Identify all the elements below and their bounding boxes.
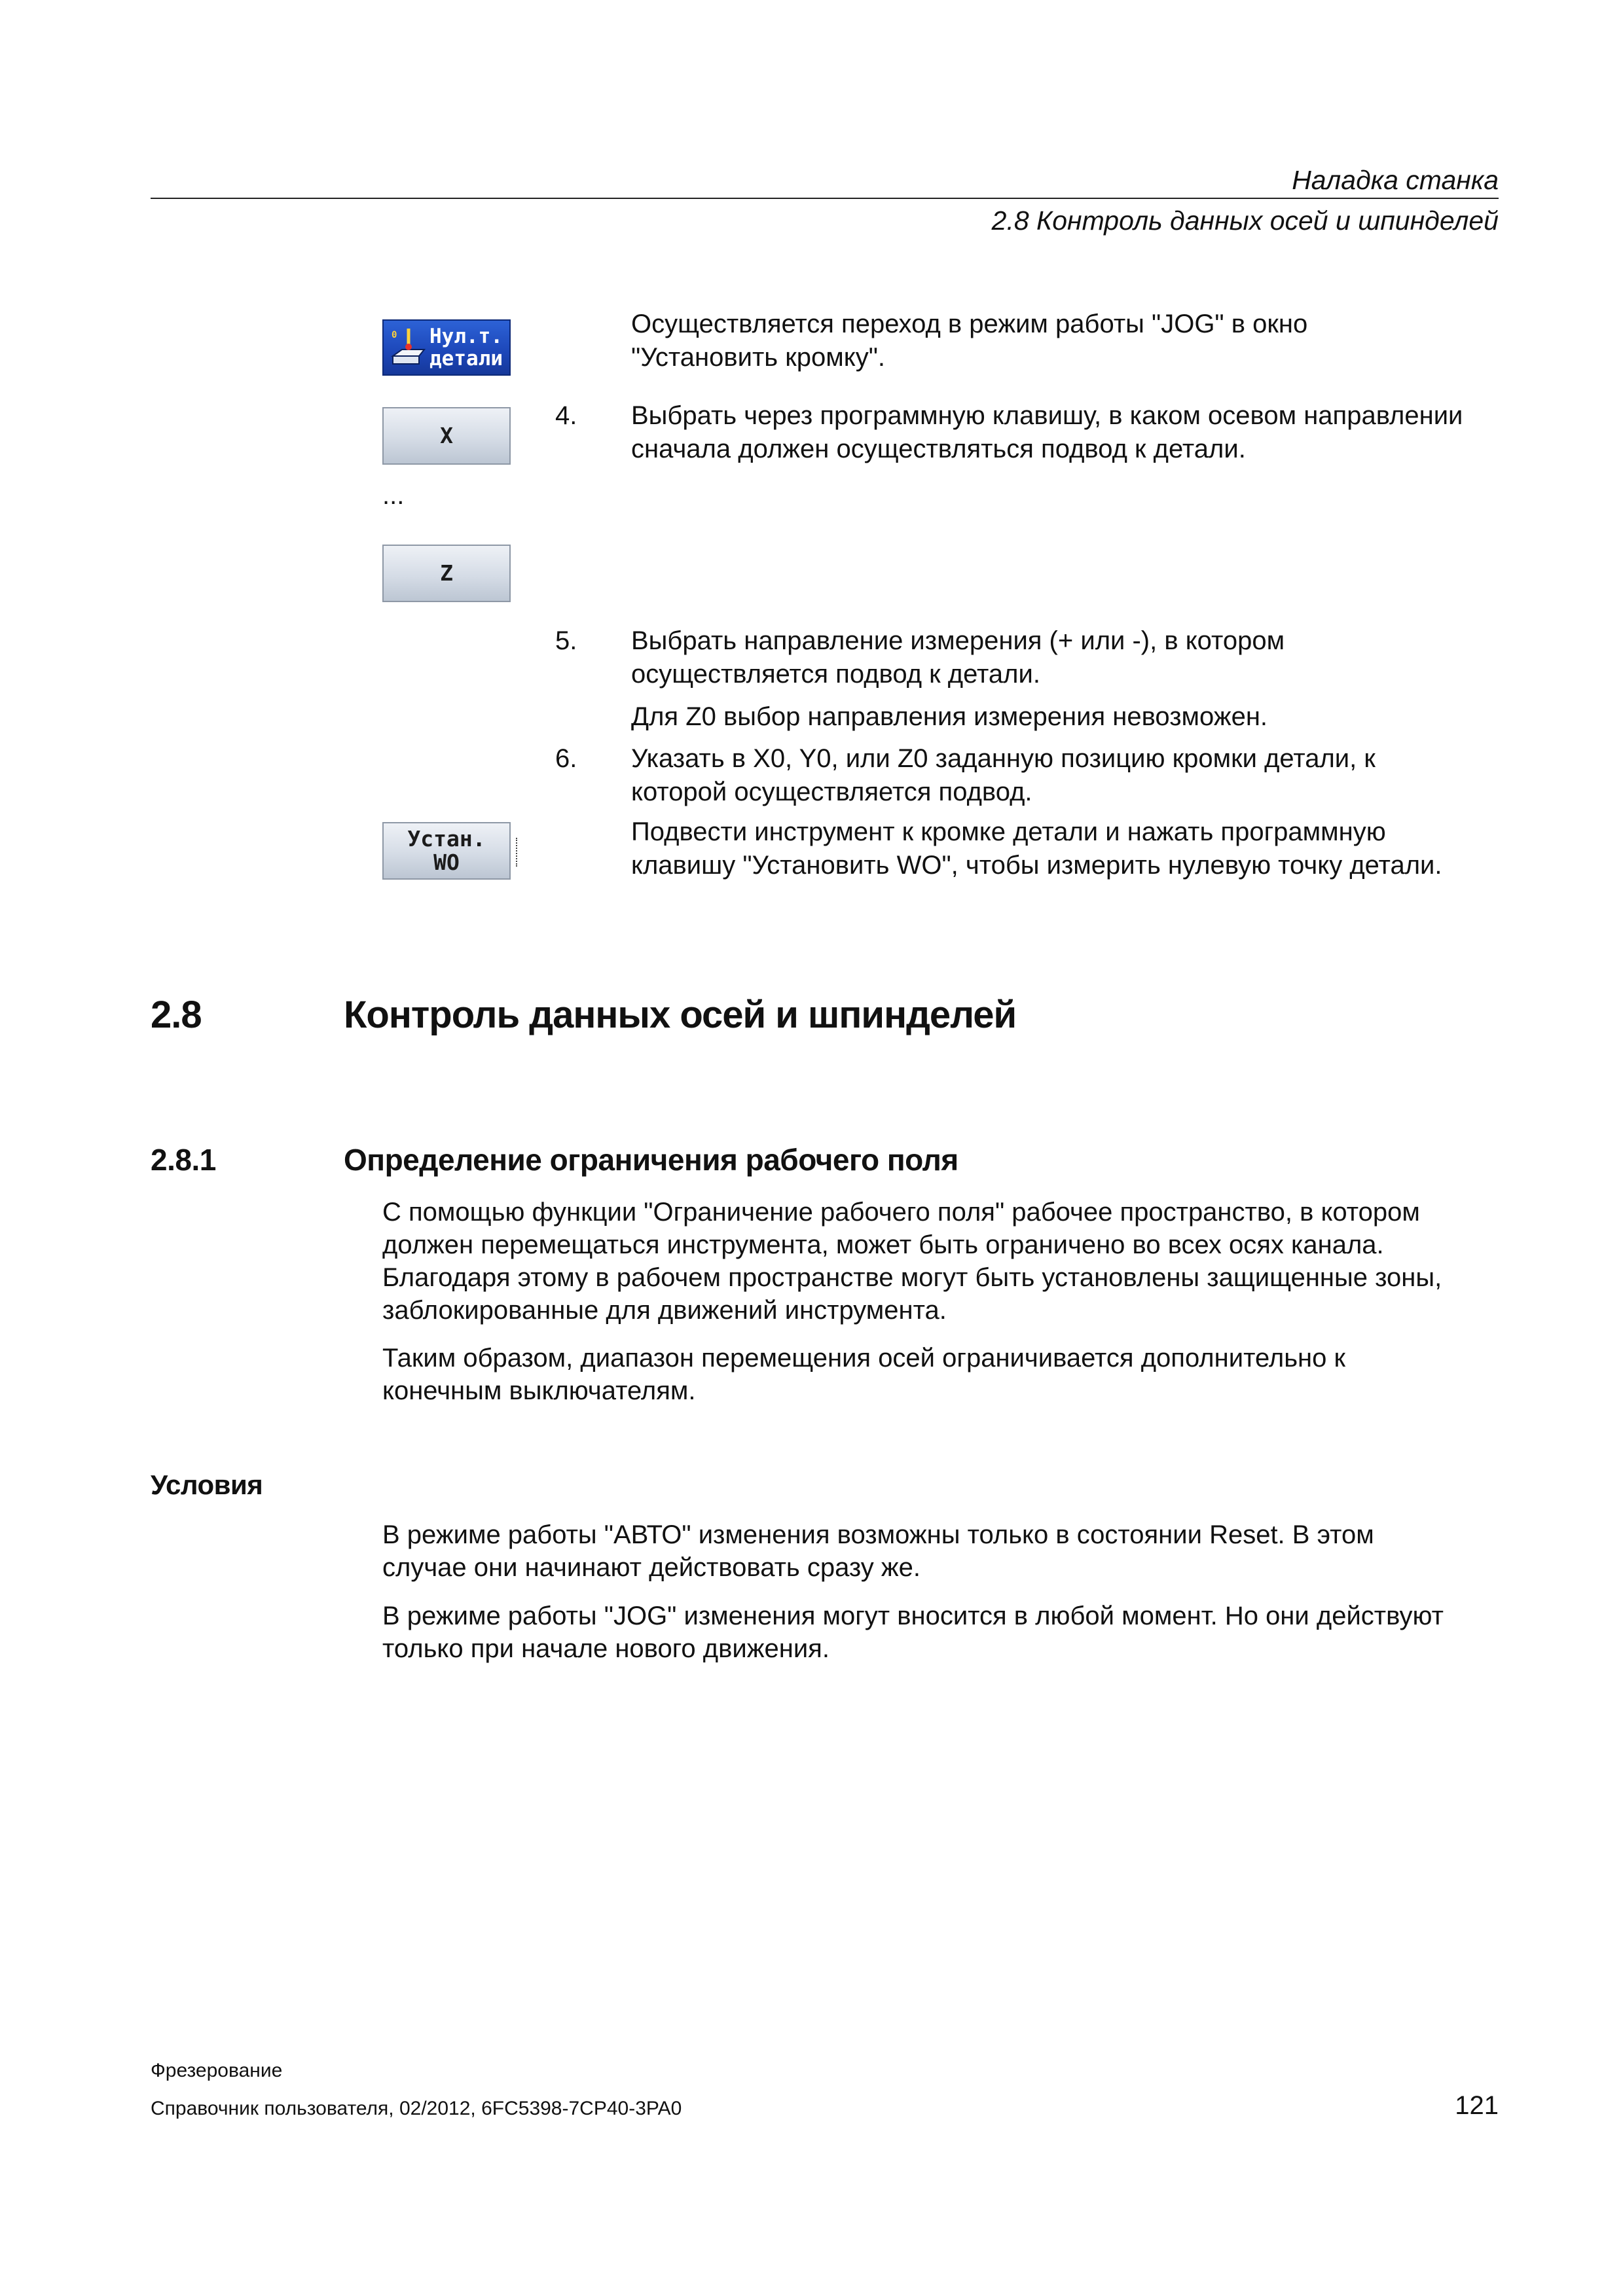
step-6-note: Подвести инструмент к кромке детали и нажать программную клавишу "Установить WO", чтобы измерить нулевую точку детали.: [631, 817, 1442, 880]
subsection-number: 2.8.1: [151, 1143, 216, 1177]
conditions-heading: Условия: [151, 1469, 263, 1500]
subsection-title: Определение ограничения рабочего поля: [344, 1143, 958, 1177]
step-5-text: Выбрать направление измерения (+ или -), в котором осуществляется подвод к детали.: [631, 626, 1285, 689]
page-number: 121: [1455, 2091, 1499, 2120]
footer-manual-info: Справочник пользователя, 02/2012, 6FC5398-7CP40-3PA0: [151, 2098, 682, 2119]
step-5-note: Для Z0 выбор направления измерения невозможен.: [631, 702, 1268, 731]
z-axis-softkey-label: Z: [440, 560, 453, 586]
step-6-number: 6.: [555, 744, 577, 773]
x-axis-softkey-label: X: [440, 423, 453, 448]
running-header-chapter: Наладка станка: [1292, 165, 1499, 195]
conditions-paragraph-1: В режиме работы "АВТО" изменения возможны только в состоянии Reset. В этом случае они начинают действовать сразу же.: [382, 1520, 1374, 1582]
body-paragraph-2: Таким образом, диапазон перемещения осей ограничивается дополнительно к конечным выключателям.: [382, 1344, 1345, 1405]
body-paragraph-1: С помощью функции "Ограничение рабочего поля" рабочее пространство, в котором должен перемещаться инструмента, может быть ограничено во всех осях канала. Благодаря этому в рабочем пространстве могут быть установлены защищенные зоны, заблокированные для движений инструмента.: [382, 1198, 1442, 1325]
step-4-text: Выбрать через программную клавишу, в каком осевом направлении сначала должен осуществляться подвод к детали.: [631, 401, 1463, 463]
workpiece-zero-icon: [389, 326, 435, 372]
svg-text:0: 0: [392, 330, 397, 340]
set-wo-softkey[interactable]: [382, 822, 511, 880]
conditions-paragraph-2: В режиме работы "JOG" изменения могут вносится в любой момент. Но они действуют только при начале нового движения.: [382, 1602, 1444, 1663]
section-title: Контроль данных осей и шпинделей: [344, 994, 1017, 1036]
footer-product: Фрезерование: [151, 2060, 283, 2081]
step-6-text: Указать в X0, Y0, или Z0 заданную позицию кромки детали, к которой осуществляется подвод.: [631, 744, 1376, 806]
softkey-edge-marker: [513, 838, 517, 867]
workpiece-zero-softkey-label: Нул.т. детали: [429, 325, 503, 370]
step-intro-text: Осуществляется переход в режим работы "JOG" в окно "Установить кромку".: [631, 310, 1308, 372]
step-4-number: 4.: [555, 401, 577, 430]
section-number: 2.8: [151, 994, 202, 1036]
step-5-number: 5.: [555, 626, 577, 655]
x-axis-softkey[interactable]: [382, 407, 511, 465]
ellipsis: ...: [382, 481, 405, 510]
header-rule: [151, 198, 1499, 199]
workpiece-zero-softkey[interactable]: [382, 319, 511, 376]
set-wo-softkey-label: Устан. WO: [407, 826, 486, 875]
running-header-section: 2.8 Контроль данных осей и шпинделей: [991, 206, 1499, 236]
z-axis-softkey[interactable]: [382, 545, 511, 602]
